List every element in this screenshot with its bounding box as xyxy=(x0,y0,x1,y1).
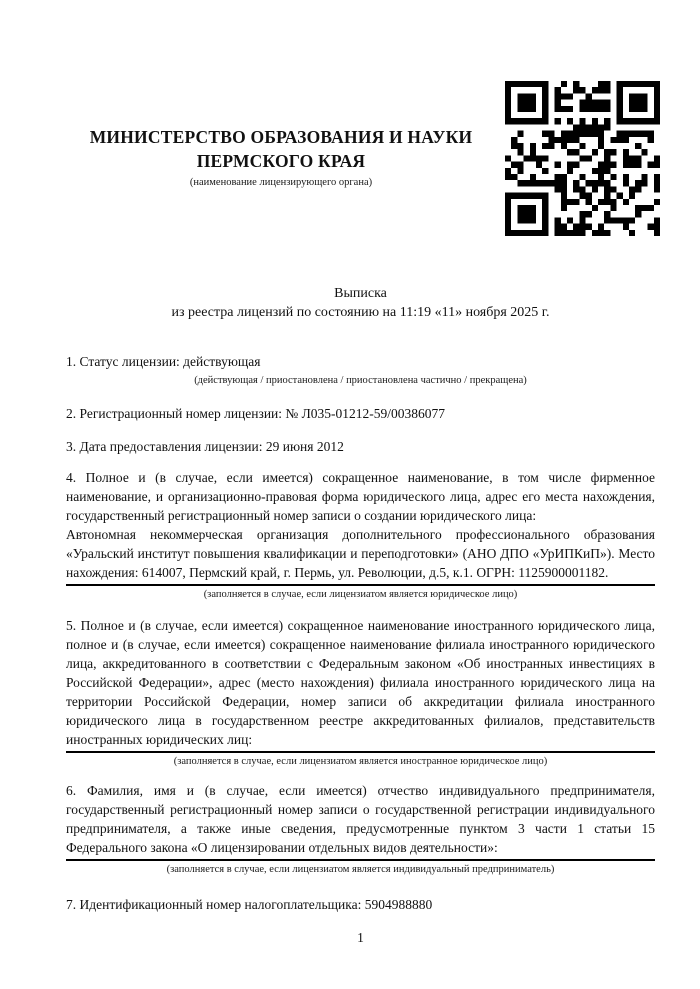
individual-entrepreneur-text: 6. Фамилия, имя и (в случае, если имеется) отчество индивидуального предпринимателя, государственный регистрационный номер записи о государственной регистрации индивидуального предпринимателя, а также иные сведения, предусмотренные пунктом 3 части 1 статьи 15 Федерального закона «О лицензировании отдельных видов деятельности»: xyxy=(66,783,655,856)
document-title-line2: из реестра лицензий по состоянию на 11:19 «11» ноября 2025 г. xyxy=(171,305,550,321)
licensing-authority-header xyxy=(66,0,496,188)
horizontal-rule xyxy=(66,751,655,753)
legal-entity-text: 4. Полное и (в случае, если имеется) сокращенное наименование, в том числе фирменное наименование, и организационно-правовая форма юридического лица, адрес его места нахождения, государственный регистрационный номер записи о создании юридического лица: xyxy=(66,470,655,524)
foreign-entity-note: (заполняется в случае, если лицензиатом является иностранное юридическое лицо) xyxy=(173,756,548,768)
section-registration-number xyxy=(66,404,655,423)
horizontal-rule xyxy=(66,584,655,586)
document-title xyxy=(66,284,655,322)
page-number: 1 xyxy=(357,930,364,946)
ministry-name-line2: ПЕРМСКОГО КРАЯ xyxy=(196,150,366,171)
ministry-caption: (наименование лицензирующего органа) xyxy=(189,177,373,189)
license-date-text: 3. Дата предоставления лицензии: 29 июня 2012 xyxy=(66,439,344,455)
section-license-date xyxy=(66,437,655,456)
section-legal-entity xyxy=(66,468,655,602)
horizontal-rule xyxy=(66,859,655,861)
section-individual-entrepreneur xyxy=(66,781,655,877)
section-foreign-entity xyxy=(66,616,655,769)
section-taxpayer-number xyxy=(66,895,655,914)
ministry-name-line1: МИНИСТЕРСТВО ОБРАЗОВАНИЯ И НАУКИ xyxy=(89,127,473,147)
registration-number-text: 2. Регистрационный номер лицензии: № Л035-01212-59/00386077 xyxy=(66,406,446,422)
individual-entrepreneur-note: (заполняется в случае, если лицензиатом является индивидуальный предприниматель) xyxy=(166,864,555,876)
legal-entity-note: (заполняется в случае, если лицензиатом является юридическое лицо) xyxy=(203,589,518,601)
foreign-entity-text: 5. Полное и (в случае, если имеется) сокращенное наименование иностранного юридического лица, полное и (в случае, если имеется) сокращенное наименование филиала иностранного юридического лица, аккредитованного в соответствии с Федеральным законом «Об иностранных инвестициях в Российской Федерации», адрес (место нахождения) филиала иностранного юридического лица на территории Российской Федерации, номер записи об аккредитации филиала иностранного юридического лица в государственном реестре аккредитованных филиалов, представительств иностранных юридических лиц: xyxy=(66,618,655,748)
taxpayer-number-text: 7. Идентификационный номер налогоплательщика: 5904988880 xyxy=(66,897,433,913)
document-title-line1: Выписка xyxy=(334,286,387,302)
license-status-text: 1. Статус лицензии: действующая xyxy=(66,354,261,370)
license-status-note: (действующая / приостановлена / приостановлена частично / прекращена) xyxy=(194,375,527,387)
legal-entity-value: Автономная некоммерческая организация дополнительного профессионального образования «Уральский институт повышения квалификации и переподготовки» (АНО ДПО «УрИПКиП»). Место нахождения: 614007, Пермский край, г. Пермь, ул. Революции, д.5, к.1. ОГРН: 1125900001182. xyxy=(66,527,655,581)
section-license-status xyxy=(66,352,655,388)
